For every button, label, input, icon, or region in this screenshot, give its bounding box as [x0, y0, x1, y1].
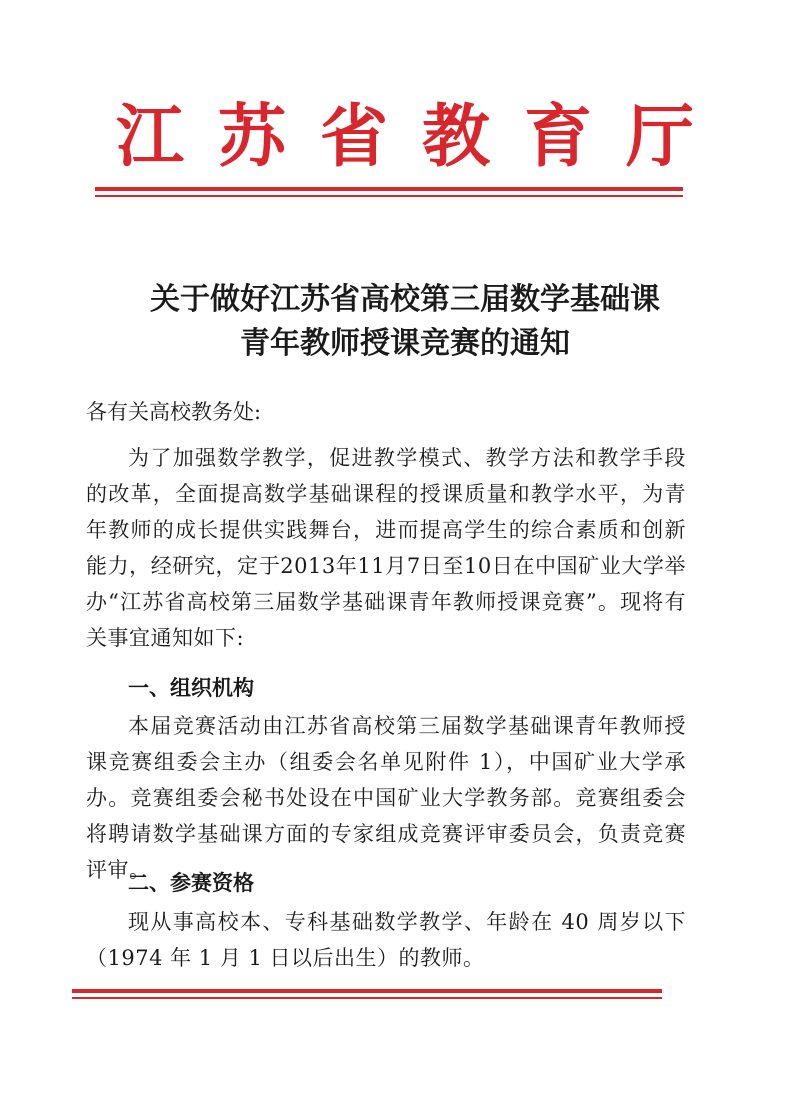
- section1-heading: 一、组织机构: [128, 676, 254, 700]
- intro-paragraph: 为了加强数学教学，促进教学模式、教学方法和教学手段的改革，全面提高数学基础课程的授课质量和教学水平，为青年教师的成长提供实践舞台，进而提高学生的综合素质和创新能力，经研究，定于2013年11月7日至10日在中国矿业大学举办“江苏省高校第三届数学基础课青年教师授课竞赛”。现将有关事宜通知如下:: [86, 446, 686, 650]
- section1-text: 本届竞赛活动由江苏省高校第三届数学基础课青年教师授课竞赛组委会主办（组委会名单见附件 1），中国矿业大学承办。竞赛组委会秘书处设在中国矿业大学教务部。竞赛组委会将聘请数学基础课方面的专家组成竞赛评审委员会，负责竞赛评审。: [86, 714, 686, 882]
- letterhead-org-name: 江苏省教育厅: [115, 97, 728, 177]
- header-rule-thick: [95, 187, 683, 191]
- salutation: 各有关高校教务处:: [86, 400, 262, 424]
- footer-rule-thick: [72, 989, 662, 993]
- footer-rule-thin: [72, 997, 662, 999]
- section2-heading: 二、参赛资格: [128, 871, 254, 895]
- section2-text: 现从事高校本、专科基础数学教学、年龄在 40 周岁以下（1974 年 1 月 1 日以后出生）的教师。: [86, 910, 686, 970]
- document-title-line1: 关于做好江苏省高校第三届数学基础课: [150, 282, 660, 317]
- header-rule-thin: [95, 195, 683, 197]
- document-title-line2: 青年教师授课竞赛的通知: [240, 326, 570, 361]
